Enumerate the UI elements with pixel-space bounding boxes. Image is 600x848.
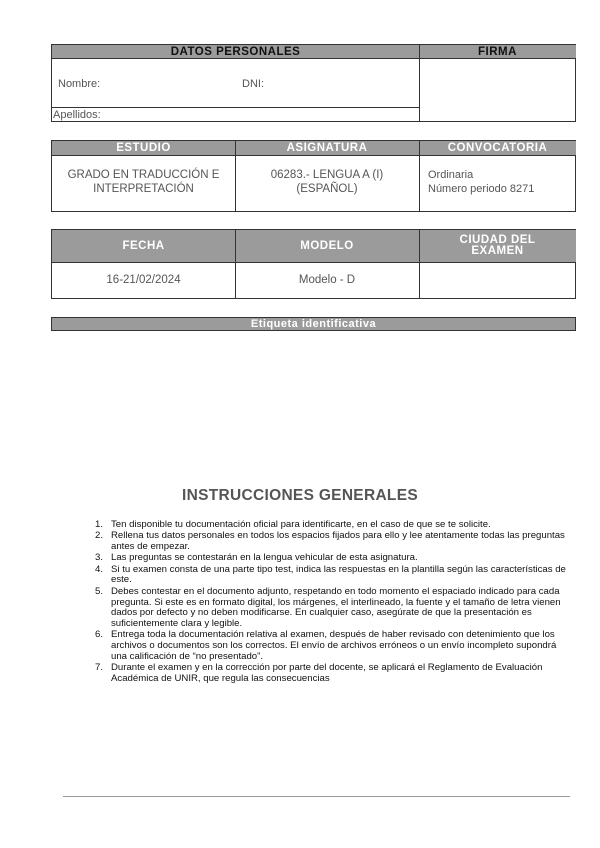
ciudad-value[interactable] bbox=[420, 263, 576, 299]
estudio-header: ESTUDIO bbox=[52, 141, 235, 155]
asignatura-header: ASIGNATURA bbox=[235, 141, 419, 155]
footer-divider bbox=[63, 796, 570, 797]
fecha-value: 16-21/02/2024 bbox=[106, 274, 181, 286]
estudio-value: GRADO EN TRADUCCIÓN E INTERPRETACIÓN bbox=[67, 169, 220, 195]
instruction-item: 3. Las preguntas se contestarán en la lengua vehicular de esta asignatura. bbox=[95, 552, 418, 564]
instruction-item: 6. Entrega toda la documentación relativa al examen, después de haber revisado con detenimiento que los archivos o documentos son los correctos. El envío de archivos erróneos o un envío incompleto supondrá una calificación de “no presentado”. bbox=[95, 629, 557, 663]
instructions-list bbox=[86, 520, 572, 685]
instruction-item: 2. Rellena tus datos personales en todos los espacios fijados para ello y lee atentamente todas las preguntas antes de empezar. bbox=[95, 530, 565, 553]
apellidos-label: Apellidos: bbox=[53, 109, 101, 121]
signature-box[interactable] bbox=[420, 59, 576, 122]
signature-header: FIRMA bbox=[419, 45, 576, 58]
modelo-value: Modelo - D bbox=[298, 274, 356, 286]
id-label-bar: Etiqueta identificativa bbox=[51, 317, 576, 331]
instruction-item: 5. Debes contestar en el documento adjunto, respetando en todo momento el espaciado indicado para cada pregunta. Si este es en formato digital, los márgenes, el interlineado, la fuente y el tamaño de letra vienen dados por defecto y no deben modificarse. En cualquier caso, asegúrate de que la presentación es suficientemente clara y legible. bbox=[95, 585, 561, 630]
instructions-title: INSTRUCCIONES GENERALES bbox=[182, 487, 418, 504]
ciudad-header: CIUDAD DEL EXAMEN bbox=[419, 230, 576, 262]
instruction-item: 1. Ten disponible tu documentación oficial para identificarte, en el caso de que se te solicite. bbox=[95, 519, 491, 530]
dni-label: DNI: bbox=[242, 78, 264, 90]
convocatoria-header: CONVOCATORIA bbox=[419, 141, 576, 155]
nombre-label: Nombre: bbox=[58, 78, 101, 90]
fecha-header: FECHA bbox=[52, 230, 235, 262]
instruction-item: 7. Durante el examen y en la corrección por parte del docente, se aplicará el Reglamento de Evaluación Académica de UNIR, que regula las consecuencias bbox=[95, 662, 543, 685]
asignatura-value: 06283.- LENGUA A (I) (ESPAÑOL) bbox=[270, 169, 384, 195]
personal-data-table bbox=[51, 44, 576, 122]
convocatoria-value: Ordinaria Número periodo 8271 bbox=[428, 169, 535, 195]
personal-data-header: DATOS PERSONALES bbox=[52, 45, 419, 58]
study-table bbox=[51, 140, 576, 212]
instruction-item: 4. Si tu examen consta de una parte tipo test, indica las respuestas en la plantilla según las características de este. bbox=[95, 563, 566, 586]
modelo-header: MODELO bbox=[235, 230, 419, 262]
exam-table bbox=[51, 229, 576, 299]
